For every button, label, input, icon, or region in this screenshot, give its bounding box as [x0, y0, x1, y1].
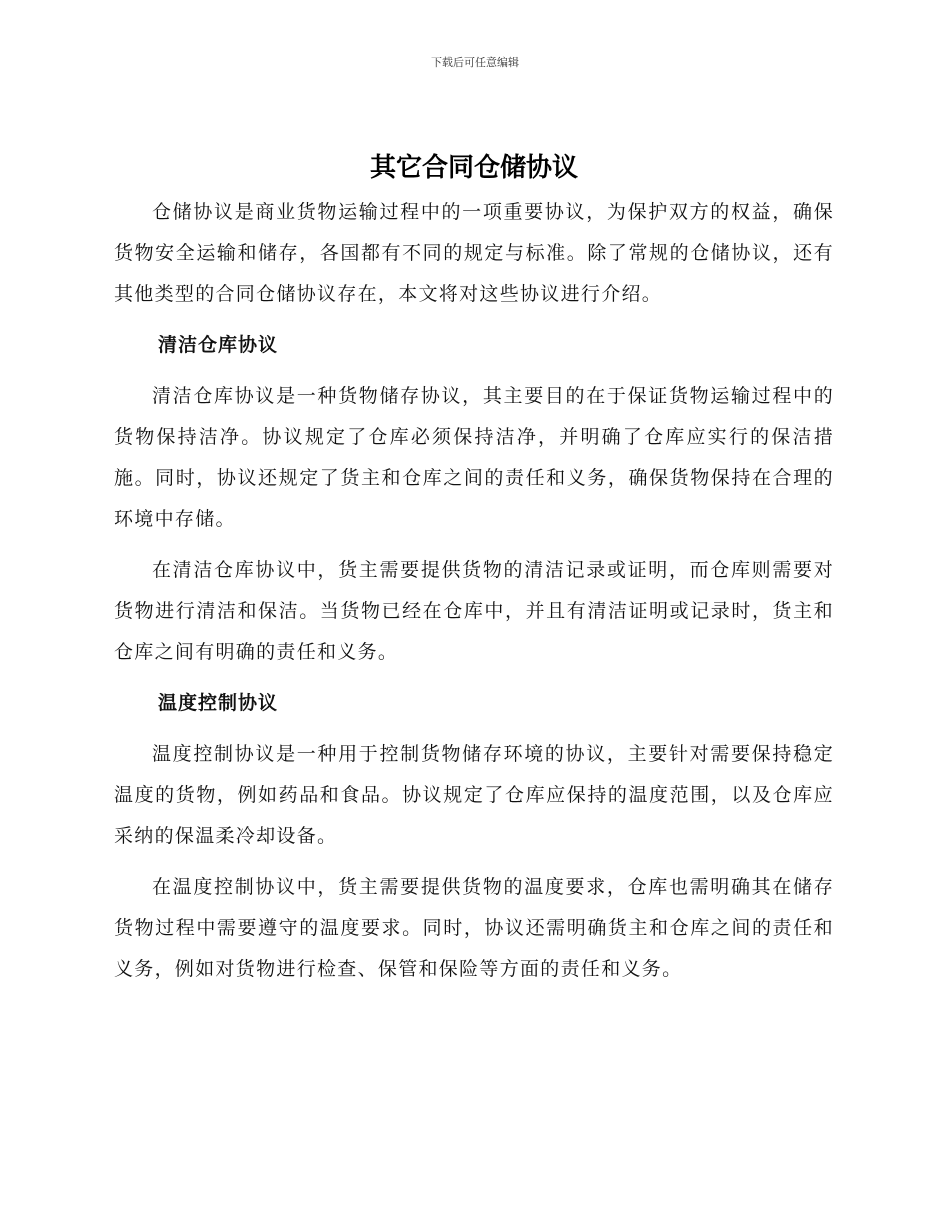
- paragraph: 在清洁仓库协议中，货主需要提供货物的清洁记录或证明，而仓库则需要对货物进行清洁和保洁。当货物已经在仓库中，并且有清洁证明或记录时，货主和仓库之间有明确的责任和义务。: [114, 559, 834, 663]
- paragraph: 温度控制协议是一种用于控制货物储存环境的协议，主要针对需要保持稳定温度的货物，例如药品和食品。协议规定了仓库应保持的温度范围，以及仓库应采纳的保温柔冷却设备。: [114, 743, 834, 847]
- intro-paragraph: 仓储协议是商业货物运输过程中的一项重要协议，为保护双方的权益，确保货物安全运输和储存，各国都有不同的规定与标准。除了常规的仓储协议，还有其他类型的合同仓储协议存在，本文将对这些协议进行介绍。: [114, 201, 834, 305]
- document-title: 其它合同仓储协议: [369, 153, 578, 183]
- paragraph: 在温度控制协议中，货主需要提供货物的温度要求，仓库也需明确其在储存货物过程中需要遵守的温度要求。同时，协议还需明确货主和仓库之间的责任和义务，例如对货物进行检查、保管和保险等方面的责任和义务。: [114, 876, 834, 980]
- section-heading-temperature: 温度控制协议: [158, 692, 279, 714]
- page-header: 下载后可任意编辑: [431, 56, 519, 69]
- paragraph: 清洁仓库协议是一种货物储存协议，其主要目的在于保证货物运输过程中的货物保持洁净。协议规定了仓库必须保持洁净，并明确了仓库应实行的保洁措施。同时，协议还规定了货主和仓库之间的责任和义务，确保货物保持在合理的环境中存储。: [114, 385, 834, 530]
- document-body: [114, 150, 834, 1000]
- section-heading-cleaning: 清洁仓库协议: [158, 334, 279, 356]
